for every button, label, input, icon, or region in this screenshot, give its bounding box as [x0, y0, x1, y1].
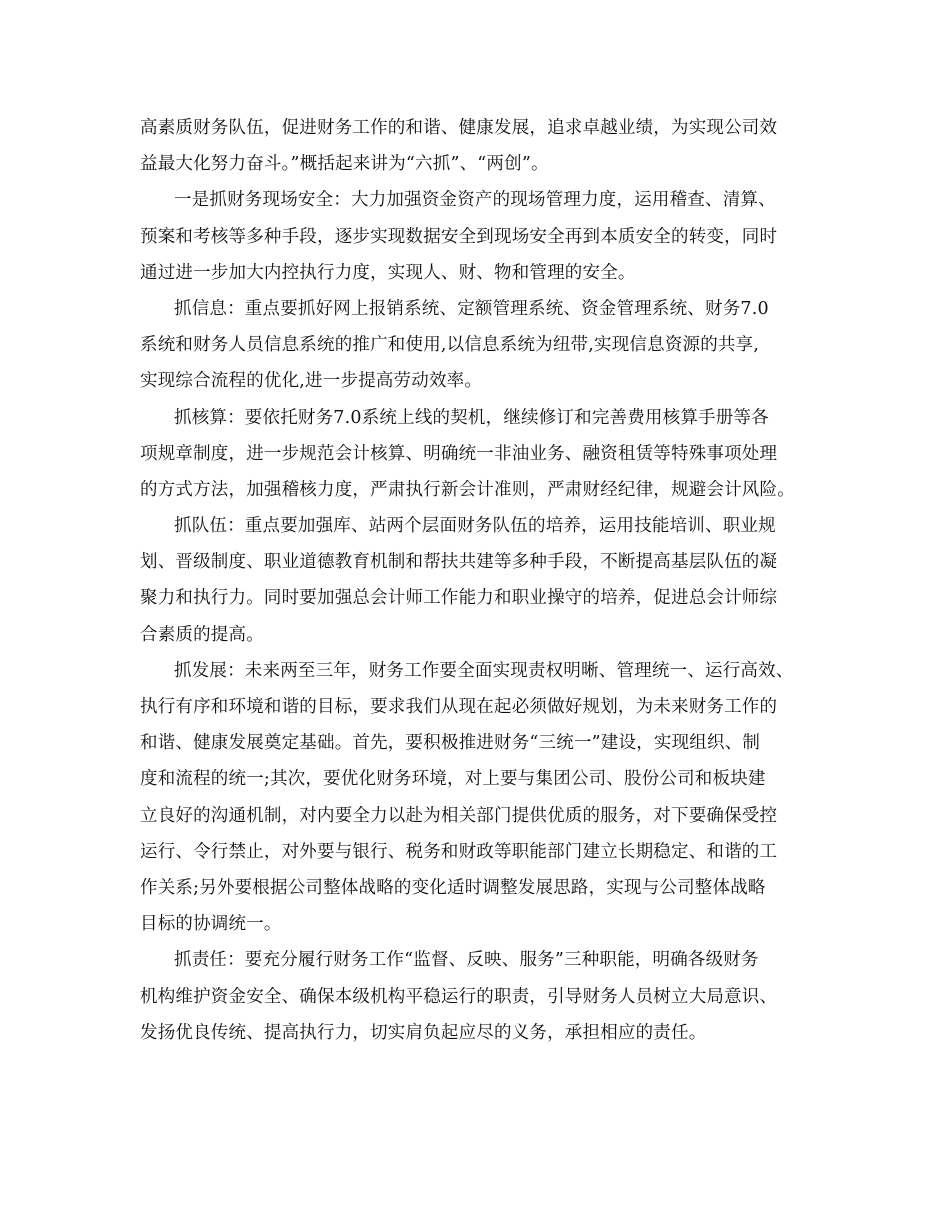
- text-line: 聚力和执行力。同时要加强总会计师工作能力和职业操守的培养，促进总会计师综: [140, 588, 778, 609]
- text-line: 度和流程的统一;其次，要优化财务环境，对上要与集团公司、股份公司和板块建: [140, 769, 766, 790]
- text-line: 发扬优良传统、提高执行力，切实肩负起应尽的义务，承担相应的责任。: [140, 1022, 707, 1043]
- text-line: 通过进一步加大内控执行力度，实现人、财、物和管理的安全。: [140, 262, 636, 283]
- text-line: 划、晋级制度、职业道德教育机制和帮扶共建等多种手段，不断提高基层队伍的凝: [140, 552, 778, 573]
- paragraph-responsibility: [140, 942, 830, 1051]
- text-line: 实现综合流程的优化,进一步提高劳动效率。: [140, 371, 483, 392]
- text-line: 抓责任：要充分履行财务工作“监督、反映、服务”三种职能，明确各级财务: [174, 950, 759, 971]
- text-line: 目标的协调统一。: [140, 914, 282, 935]
- paragraph-accounting: [140, 400, 830, 509]
- text-line: 高素质财务队伍，促进财务工作的和谐、健康发展，追求卓越业绩，为实现公司效: [140, 118, 778, 138]
- paragraph-team: [140, 508, 830, 653]
- text-line: 抓队伍：重点要加强库、站两个层面财务队伍的培养，运用技能培训、职业规: [174, 516, 776, 537]
- text-line: 的方式方法，加强稽核力度，严肃执行新会计准则，严肃财经纪律，规避会计风险。: [140, 479, 795, 500]
- text-line: 益最大化努力奋斗。”概括起来讲为“六抓”、“两创”。: [140, 154, 549, 175]
- text-line: 系统和财务人员信息系统的推广和使用,以信息系统为纽带,实现信息资源的共享,: [140, 335, 760, 356]
- paragraph-site-safety: [140, 182, 830, 291]
- text-line: 一是抓财务现场安全：大力加强资金资产的现场管理力度，运用稽查、清算、: [174, 190, 776, 211]
- text-line: 抓信息：重点要抓好网上报销系统、定额管理系统、资金管理系统、财务7.0: [174, 298, 769, 319]
- document-page: [140, 110, 830, 1051]
- paragraph-development: [140, 653, 830, 943]
- paragraph-information: [140, 291, 830, 400]
- text-line: 抓发展：未来两至三年，财务工作要全面实现责权明晰、管理统一、运行高效、: [174, 660, 794, 681]
- text-line: 项规章制度，进一步规范会计核算、明确统一非油业务、融资租赁等特殊事项处理: [140, 443, 778, 464]
- text-line: 执行有序和环境和谐的目标，要求我们从现在起必须做好规划，为未来财务工作的: [140, 697, 778, 717]
- paragraph-continuation: [140, 110, 830, 182]
- text-line: 作关系;另外要根据公司整体战略的变化适时调整发展思路，实现与公司整体战略: [140, 877, 766, 898]
- text-line: 和谐、健康发展奠定基础。首先，要积极推进财务“三统一”建设，实现组织、制: [140, 733, 761, 754]
- text-line: 预案和考核等多种手段，逐步实现数据安全到现场安全再到本质安全的转变，同时: [140, 226, 778, 247]
- text-line: 合素质的提高。: [140, 624, 264, 645]
- text-line: 运行、令行禁止，对外要与银行、税务和财政等职能部门建立长期稳定、和谐的工: [140, 841, 778, 862]
- text-line: 机构维护资金安全、确保本级机构平稳运行的职责，引导财务人员树立大局意识、: [140, 986, 778, 1007]
- text-line: 立良好的沟通机制，对内要全力以赴为相关部门提供优质的服务，对下要确保受控: [140, 805, 778, 826]
- text-line: 抓核算：要依托财务7.0系统上线的契机，继续修订和完善费用核算手册等各: [174, 407, 769, 428]
